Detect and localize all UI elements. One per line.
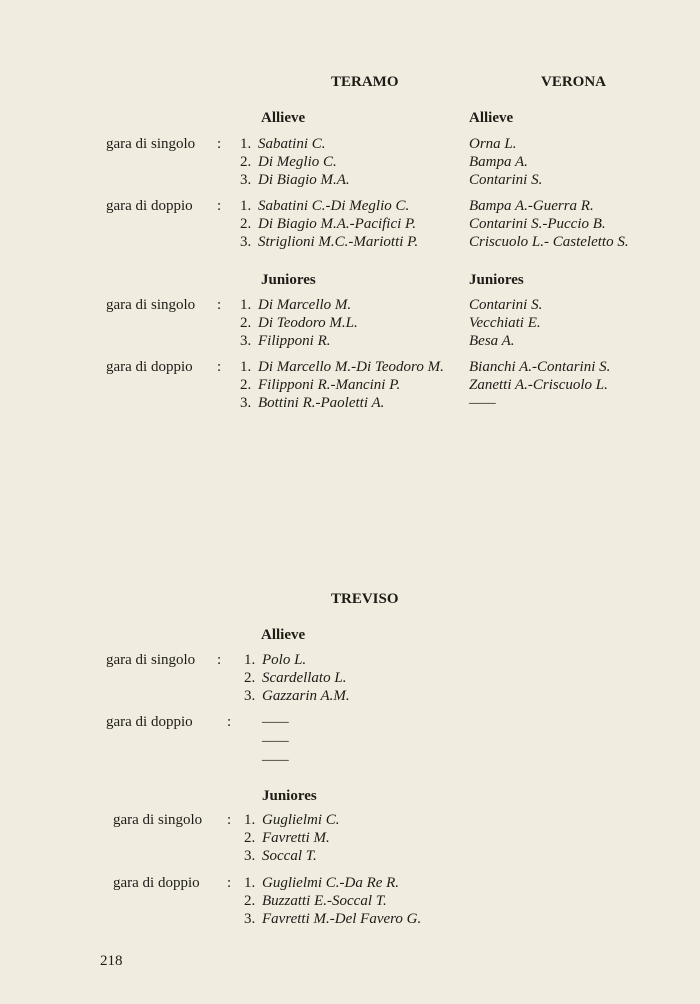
rank-number: 1. [244,875,256,891]
treviso-juniores-singolo-1: Guglielmi C. [262,812,340,828]
teramo-juniores-doppio-label: gara di doppio [106,359,193,375]
verona-allieve-doppio-3: Criscuolo L.- Casteletto S. [469,234,629,250]
teramo-allieve-doppio-2: Di Biagio M.A.-Pacifici P. [258,216,417,232]
rank-number: 3. [244,911,256,927]
rank-number: 2. [244,893,256,909]
rank-number: 1. [244,812,256,828]
rank-number: 1. [240,136,252,152]
treviso-allieve-doppio-3: —— [262,752,289,768]
verona-heading: VERONA [541,74,607,90]
teramo-allieve-doppio-label: gara di doppio [106,198,193,214]
treviso-allieve-doppio-2: —— [262,733,289,749]
treviso-allieve-doppio-label: gara di doppio [106,714,193,730]
treviso-allieve-singolo-2: Scardellato L. [262,670,347,686]
treviso-juniores-doppio-2: Buzzatti E.-Soccal T. [262,893,387,909]
verona-juniores-singolo-1: Contarini S. [469,297,543,313]
treviso-allieve-doppio-1: —— [262,714,289,730]
colon: : [217,359,222,375]
colon: : [217,652,222,668]
treviso-juniores-doppio-label: gara di doppio [113,875,200,891]
rank-number: 3. [240,395,252,411]
verona-allieve-singolo-1: Orna L. [469,136,517,152]
treviso-allieve-singolo-1: Polo L. [262,652,307,668]
rank-number: 1. [240,359,252,375]
treviso-juniores-doppio-1: Guglielmi C.-Da Re R. [262,875,400,891]
teramo-juniores-doppio-3: Bottini R.-Paoletti A. [258,395,385,411]
colon: : [227,714,232,730]
rank-number: 2. [240,154,252,170]
teramo-allieve-doppio-1: Sabatini C.-Di Meglio C. [258,198,410,214]
verona-juniores-doppio-3: —— [469,395,496,411]
verona-juniores-doppio-2: Zanetti A.-Criscuolo L. [469,377,608,393]
teramo-allieve-heading: Allieve [261,110,306,126]
rank-number: 3. [244,688,256,704]
teramo-juniores-singolo-2: Di Teodoro M.L. [258,315,358,331]
treviso-juniores-singolo-3: Soccal T. [262,848,317,864]
treviso-allieve-singolo-label: gara di singolo [106,652,196,668]
colon: : [217,136,222,152]
rank-number: 1. [240,198,252,214]
verona-allieve-singolo-3: Contarini S. [469,172,543,188]
rank-number: 2. [240,315,252,331]
colon: : [227,875,232,891]
verona-allieve-singolo-2: Bampa A. [469,154,528,170]
verona-juniores-singolo-2: Vecchiati E. [469,315,541,331]
rank-number: 2. [240,377,252,393]
teramo-juniores-heading: Juniores [261,272,316,288]
rank-number: 2. [244,670,256,686]
verona-juniores-singolo-3: Besa A. [469,333,515,349]
colon: : [217,297,222,313]
treviso-allieve-singolo-3: Gazzarin A.M. [262,688,350,704]
rank-number: 3. [240,234,252,250]
treviso-heading: TREVISO [331,591,399,607]
rank-number: 3. [240,172,252,188]
teramo-allieve-singolo-label: gara di singolo [106,136,196,152]
rank-number: 2. [244,830,256,846]
treviso-juniores-singolo-2: Favretti M. [262,830,330,846]
teramo-allieve-singolo-2: Di Meglio C. [258,154,337,170]
rank-number: 1. [240,297,252,313]
verona-allieve-doppio-1: Bampa A.-Guerra R. [469,198,594,214]
page-number: 218 [100,953,123,969]
treviso-juniores-singolo-label: gara di singolo [113,812,203,828]
rank-number: 1. [244,652,256,668]
rank-number: 2. [240,216,252,232]
teramo-juniores-doppio-2: Filipponi R.-Mancini P. [258,377,401,393]
verona-allieve-heading: Allieve [469,110,514,126]
verona-allieve-doppio-2: Contarini S.-Puccio B. [469,216,606,232]
teramo-allieve-doppio-3: Striglioni M.C.-Mariotti P. [258,234,419,250]
teramo-juniores-doppio-1: Di Marcello M.-Di Teodoro M. [258,359,444,375]
verona-juniores-doppio-1: Bianchi A.-Contarini S. [469,359,611,375]
teramo-allieve-singolo-1: Sabatini C. [258,136,326,152]
rank-number: 3. [240,333,252,349]
teramo-heading: TERAMO [331,74,399,90]
rank-number: 3. [244,848,256,864]
teramo-juniores-singolo-label: gara di singolo [106,297,196,313]
treviso-juniores-doppio-3: Favretti M.-Del Favero G. [262,911,422,927]
treviso-allieve-heading: Allieve [261,627,306,643]
teramo-allieve-singolo-3: Di Biagio M.A. [258,172,350,188]
colon: : [227,812,232,828]
treviso-juniores-heading: Juniores [262,788,317,804]
teramo-juniores-singolo-1: Di Marcello M. [258,297,352,313]
verona-juniores-heading: Juniores [469,272,524,288]
colon: : [217,198,222,214]
teramo-juniores-singolo-3: Filipponi R. [258,333,331,349]
